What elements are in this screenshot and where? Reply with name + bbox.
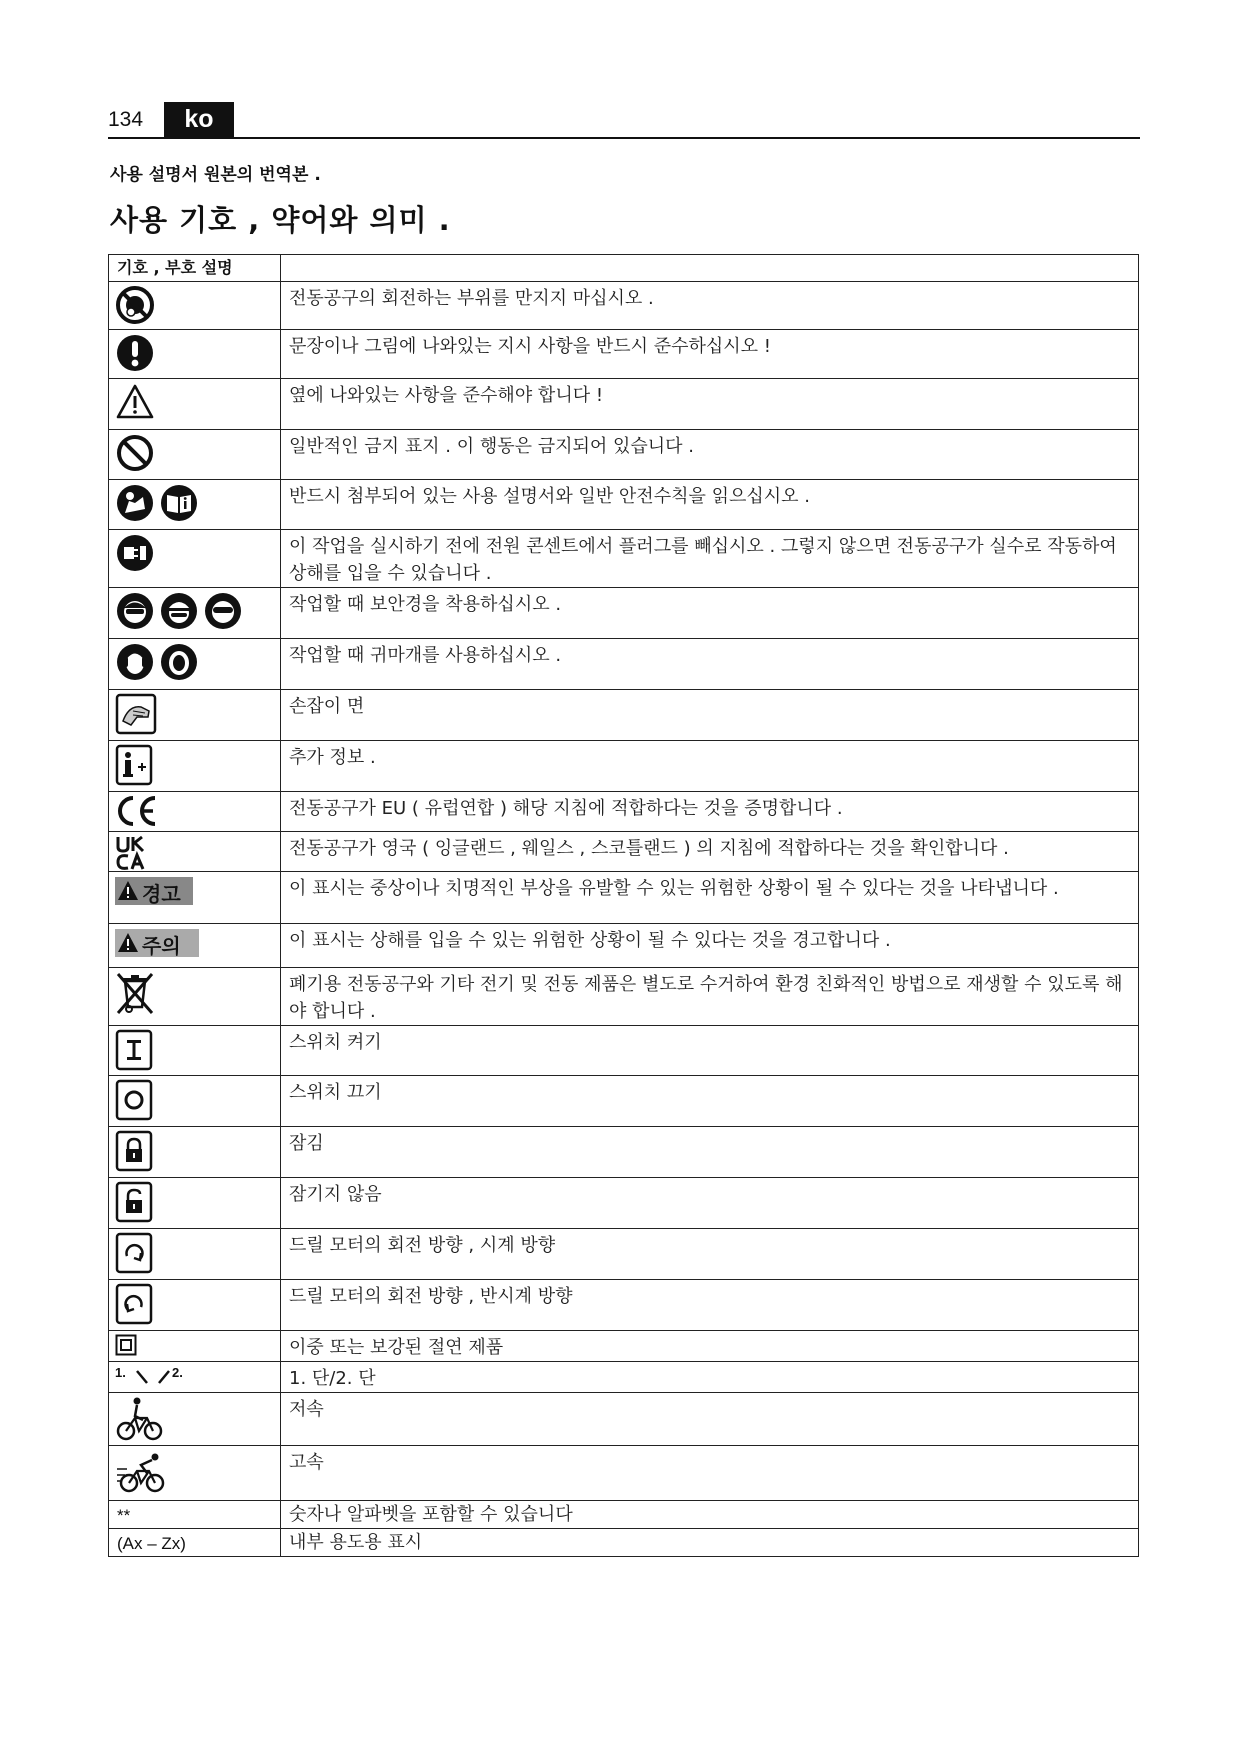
table-row: [109, 1229, 1139, 1280]
description-cell: 일반적인 금지 표지 . 이 행동은 금지되어 있습니다 .: [281, 430, 1139, 480]
description-cell: 이 표시는 상해를 입을 수 있는 위험한 상황이 될 수 있다는 것을 경고합니다 .: [281, 924, 1139, 968]
grip-surface-icon: [115, 693, 157, 735]
rotation-clockwise-icon: [115, 1232, 155, 1274]
description-cell: 스위치 켜기: [281, 1026, 1139, 1076]
switch-off-icon: [115, 1079, 155, 1121]
description-cell: 고속: [281, 1446, 1139, 1501]
mandatory-action-icon: [115, 333, 155, 373]
description-cell: 문장이나 그림에 나와있는 지시 사항을 반드시 준수하십시오 !: [281, 330, 1139, 379]
description-cell: 전동공구의 회전하는 부위를 만지지 마십시오 .: [281, 282, 1139, 330]
rotation-counterclockwise-icon: [115, 1283, 155, 1325]
description-cell: 작업할 때 보안경을 착용하십시오 .: [281, 588, 1139, 639]
table-row: [109, 1362, 1139, 1393]
do-not-touch-rotating-icon: [115, 285, 155, 325]
low-speed-bike-icon: [115, 1396, 165, 1442]
table-row: [109, 1280, 1139, 1331]
weee-bin-icon: [115, 971, 155, 1015]
document-subtitle: 사용 설명서 원본의 번역본 .: [110, 165, 321, 185]
ce-mark-icon: [115, 795, 159, 827]
table-row: [109, 282, 1139, 330]
table-row: [109, 832, 1139, 872]
table-row: [109, 924, 1139, 968]
caution-label-text: 주의: [142, 934, 181, 958]
description-cell: 이 표시는 중상이나 치명적인 부상을 유발할 수 있는 위험한 상황이 될 수 있다는 것을 나타냅니다 .: [281, 872, 1139, 924]
table-row: [109, 1393, 1139, 1446]
symbols-table: [108, 254, 1139, 1557]
description-cell: 잠기지 않음: [281, 1178, 1139, 1229]
column-header-symbol: 기호 , 부호 설명: [109, 255, 281, 282]
description-cell: 드릴 모터의 회전 방향 , 시계 방향: [281, 1229, 1139, 1280]
safety-helmet-icon: [159, 591, 199, 631]
table-row: [109, 1178, 1139, 1229]
ear-protection-icon: [115, 642, 155, 682]
symbol-text: (Ax – Zx): [117, 1534, 186, 1553]
table-row: [109, 530, 1139, 588]
safety-goggles-icon: [203, 591, 243, 631]
table-row: [109, 1501, 1139, 1529]
gear-1-2-icon: 1. 2.: [115, 1365, 195, 1387]
table-row: [109, 690, 1139, 741]
switch-on-icon: [115, 1029, 155, 1071]
additional-info-icon: [115, 744, 155, 786]
column-header-description: [281, 255, 1139, 282]
description-cell: 추가 정보 .: [281, 741, 1139, 792]
double-insulation-icon: [115, 1334, 137, 1356]
table-row: [109, 1076, 1139, 1127]
table-row: [109, 872, 1139, 924]
ear-protection-side-icon: [159, 642, 199, 682]
description-cell: 폐기용 전동공구와 기타 전기 및 전동 제품은 별도로 수거하여 환경 친화적인 방법으로 재생할 수 있도록 해야 합니다 .: [281, 968, 1139, 1026]
symbol-text: **: [117, 1506, 131, 1525]
language-badge: ko: [164, 102, 234, 137]
high-speed-bike-icon: [115, 1449, 169, 1495]
description-cell: 전동공구가 영국 ( 잉글랜드 , 웨일스 , 스코틀랜드 ) 의 지침에 적합하다는 것을 확인합니다 .: [281, 832, 1139, 872]
description-cell: 내부 용도용 표시: [281, 1529, 1139, 1557]
description-cell: 잠김: [281, 1127, 1139, 1178]
table-row: [109, 480, 1139, 530]
page-header: [108, 102, 1140, 139]
table-row: [109, 741, 1139, 792]
table-row: [109, 968, 1139, 1026]
table-row: [109, 1331, 1139, 1362]
description-cell: 숫자나 알파벳을 포함할 수 있습니다: [281, 1501, 1139, 1529]
table-header-row: [109, 255, 1139, 282]
unlock-icon: [115, 1181, 155, 1223]
unplug-icon: [115, 533, 155, 573]
prohibition-icon: [115, 433, 155, 473]
description-cell: 저속: [281, 1393, 1139, 1446]
page-number: 134: [108, 108, 144, 131]
read-manual-icon: [115, 483, 155, 523]
description-cell: 옆에 나와있는 사항을 준수해야 합니다 !: [281, 379, 1139, 430]
table-row: [109, 330, 1139, 379]
description-cell: 손잡이 면: [281, 690, 1139, 741]
table-row: [109, 379, 1139, 430]
read-info-book-icon: [159, 483, 199, 523]
description-cell: 이중 또는 보강된 절연 제품: [281, 1331, 1139, 1362]
table-row: [109, 1529, 1139, 1557]
description-cell: 반드시 첨부되어 있는 사용 설명서와 일반 안전수칙을 읽으십시오 .: [281, 480, 1139, 530]
table-row: [109, 639, 1139, 690]
description-cell: 드릴 모터의 회전 방향 , 반시계 방향: [281, 1280, 1139, 1331]
description-cell: 스위치 끄기: [281, 1076, 1139, 1127]
lock-icon: [115, 1130, 155, 1172]
warning-triangle-icon: [115, 382, 155, 422]
table-row: [109, 1127, 1139, 1178]
description-cell: 작업할 때 귀마개를 사용하십시오 .: [281, 639, 1139, 690]
table-row: [109, 792, 1139, 832]
description-cell: 전동공구가 EU ( 유럽연합 ) 해당 지침에 적합하다는 것을 증명합니다 .: [281, 792, 1139, 832]
description-cell: 1. 단/2. 단: [281, 1362, 1139, 1393]
face-shield-icon: [115, 591, 155, 631]
caution-label-icon: [115, 927, 199, 959]
description-cell: 이 작업을 실시하기 전에 전원 콘센트에서 플러그를 빼십시오 . 그렇지 않으면 전동공구가 실수로 작동하여 상해를 입을 수 있습니다 .: [281, 530, 1139, 588]
warning-label-text: 경고: [142, 882, 181, 906]
table-row: [109, 588, 1139, 639]
section-title: 사용 기호 , 약어와 의미 .: [110, 203, 451, 237]
table-row: [109, 1026, 1139, 1076]
table-row: [109, 1446, 1139, 1501]
ukca-mark-icon: [115, 835, 147, 871]
table-row: [109, 430, 1139, 480]
warning-label-icon: [115, 875, 193, 907]
